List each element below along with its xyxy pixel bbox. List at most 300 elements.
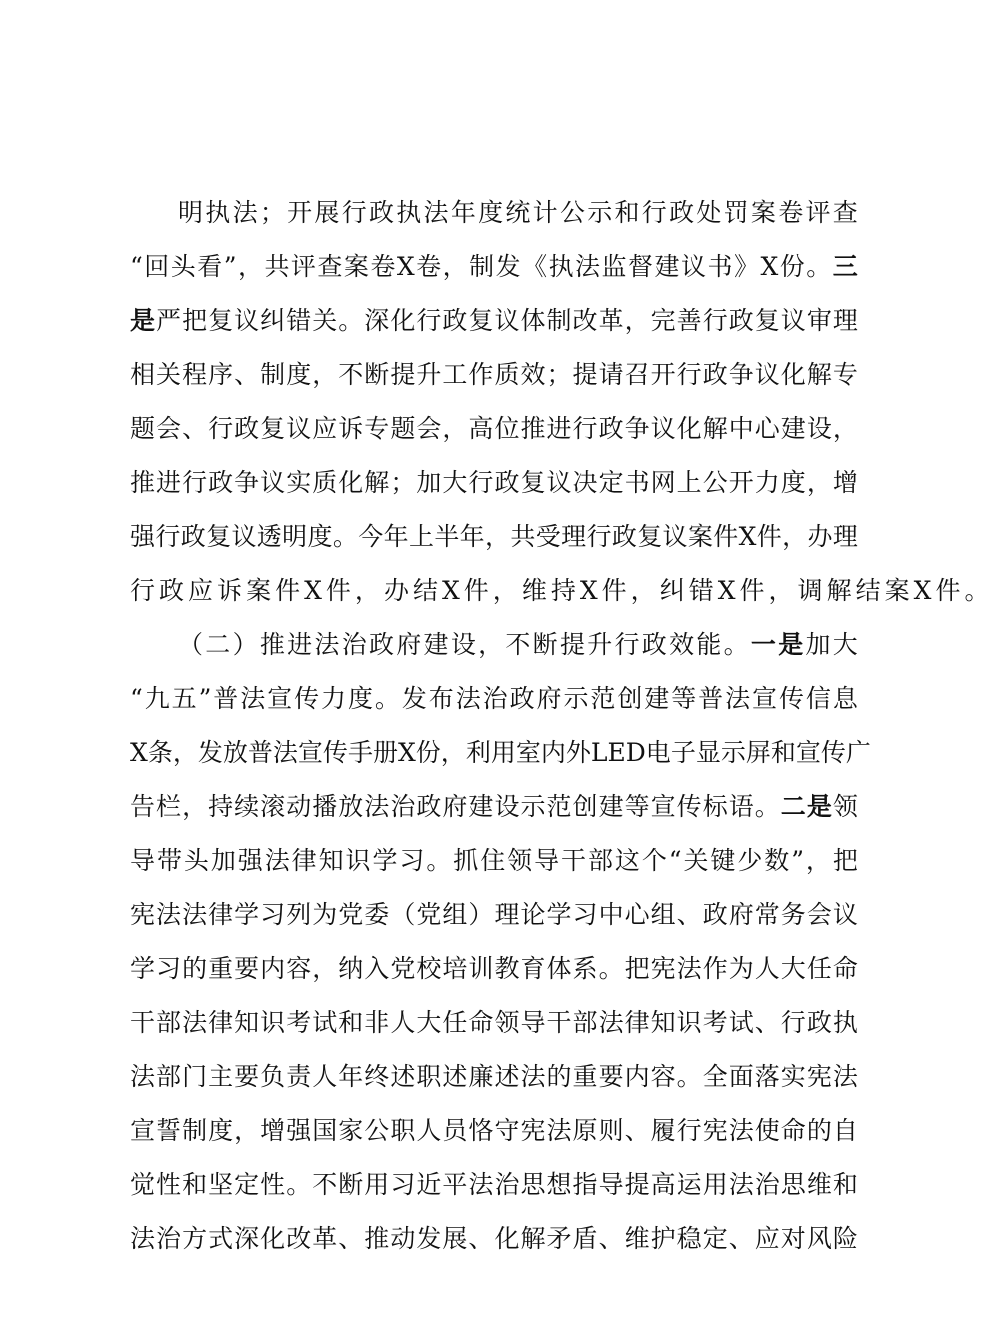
char: 审 <box>806 306 832 335</box>
char: 非 <box>364 1008 390 1037</box>
char: 政 <box>416 792 442 821</box>
char: 和 <box>614 198 640 227</box>
char: X <box>738 522 757 551</box>
char: 高 <box>468 414 494 443</box>
char: 用 <box>490 738 516 767</box>
char: 议 <box>546 468 572 497</box>
char: 持 <box>208 792 234 821</box>
char: X <box>717 576 740 605</box>
char: 誓 <box>156 1116 182 1145</box>
char: 显 <box>695 738 721 767</box>
char: 、 <box>182 414 208 443</box>
char: 命 <box>832 954 858 983</box>
text-line <box>130 564 993 618</box>
text-line <box>130 618 858 672</box>
char: 职 <box>416 1062 442 1091</box>
char: 政 <box>702 900 728 929</box>
char: 政 <box>494 468 520 497</box>
char: 行 <box>676 1116 702 1145</box>
char: 政 <box>641 630 667 659</box>
char: 件 <box>739 576 769 605</box>
char: 化 <box>338 468 364 497</box>
text-line <box>130 1050 858 1104</box>
char: 会 <box>416 414 442 443</box>
char: 习 <box>572 900 598 929</box>
char: ， <box>630 576 660 605</box>
char: 件 <box>275 576 305 605</box>
char: 革 <box>312 1224 338 1253</box>
char: 建 <box>598 792 624 821</box>
char: 结 <box>855 576 885 605</box>
char: 述 <box>390 1062 416 1091</box>
char: 学 <box>546 900 572 929</box>
char: 法 <box>725 684 751 713</box>
char: 把 <box>182 306 208 335</box>
char: 提 <box>559 630 585 659</box>
char: 册 <box>372 738 398 767</box>
char: 程 <box>182 360 208 389</box>
char: 力 <box>754 468 780 497</box>
char: 议 <box>680 252 706 281</box>
char: 领 <box>494 1008 520 1037</box>
char: 少 <box>737 846 763 875</box>
char: 卷 <box>416 252 442 281</box>
char: 度 <box>307 522 333 551</box>
char: 治 <box>390 792 416 821</box>
char: 示 <box>520 792 546 821</box>
char: E <box>607 738 626 767</box>
char: 进 <box>156 468 182 497</box>
char: 识 <box>260 1008 286 1037</box>
text-line <box>130 780 858 834</box>
char: 处 <box>696 198 722 227</box>
text-line <box>130 510 858 564</box>
char: 年 <box>459 522 485 551</box>
char: ， <box>806 468 832 497</box>
char: 法 <box>598 1008 624 1037</box>
char: 提 <box>624 1170 650 1199</box>
char: 升 <box>587 630 613 659</box>
char: 行 <box>702 306 728 335</box>
char: 为 <box>728 954 754 983</box>
char: 信 <box>805 684 831 713</box>
char: 议 <box>231 522 257 551</box>
char: 网 <box>650 468 676 497</box>
char: 部 <box>587 846 613 875</box>
char: 律 <box>208 1008 234 1037</box>
char: 解 <box>702 414 728 443</box>
char: 质 <box>312 468 338 497</box>
char: 责 <box>286 1062 312 1091</box>
char: 能 <box>696 630 722 659</box>
char: 法 <box>156 900 182 929</box>
char: 宣 <box>795 738 821 767</box>
text-line <box>130 1212 858 1266</box>
char: 。 <box>286 1170 312 1199</box>
char: 深 <box>364 306 390 335</box>
char: 解 <box>806 360 832 389</box>
char: 导 <box>130 846 156 875</box>
char: 作 <box>702 954 728 983</box>
char: 党 <box>390 954 416 983</box>
char: 滚 <box>260 792 286 821</box>
char: 守 <box>494 1116 520 1145</box>
char: ； <box>390 468 416 497</box>
char: 质 <box>494 360 520 389</box>
char: 受 <box>535 522 561 551</box>
char: 纳 <box>338 954 364 983</box>
char: 要 <box>598 1062 624 1091</box>
char: 五 <box>171 684 197 713</box>
char: 法 <box>676 954 702 983</box>
char: 和 <box>338 1008 364 1037</box>
char: 宪 <box>650 954 676 983</box>
char: ） <box>468 900 494 929</box>
char: 份 <box>415 738 441 767</box>
char: 计 <box>532 198 558 227</box>
char: 改 <box>572 306 598 335</box>
char: 负 <box>260 1062 286 1091</box>
char: 组 <box>442 900 468 929</box>
char: 宪 <box>130 900 156 929</box>
char: 法 <box>272 738 298 767</box>
char: 法 <box>240 684 266 713</box>
char: 推 <box>364 1224 390 1253</box>
char: 重 <box>572 1062 598 1091</box>
text-line <box>130 240 858 294</box>
char: 治 <box>156 1224 182 1253</box>
char: 创 <box>572 792 598 821</box>
char: 、 <box>728 1224 754 1253</box>
char: 发 <box>416 1224 442 1253</box>
char: 习 <box>399 846 425 875</box>
char: 解 <box>826 576 856 605</box>
char: 诉 <box>217 576 247 605</box>
char: 。 <box>426 846 452 875</box>
char: 的 <box>806 1116 832 1145</box>
char: “ <box>668 846 682 875</box>
char: 部 <box>156 1008 182 1037</box>
char: 提 <box>572 360 598 389</box>
char: 增 <box>260 1116 286 1145</box>
char: 人 <box>416 1116 442 1145</box>
char: 知 <box>318 846 344 875</box>
char: 宪 <box>520 1116 546 1145</box>
char: 案 <box>750 198 776 227</box>
char: 、 <box>676 900 702 929</box>
char: 法 <box>314 630 340 659</box>
char: L <box>590 738 608 767</box>
char: 争 <box>728 360 754 389</box>
char: 宣 <box>752 684 778 713</box>
char: 完 <box>650 306 676 335</box>
char: 化 <box>494 1224 520 1253</box>
char: 理 <box>494 900 520 929</box>
char: 要 <box>234 954 260 983</box>
char: 普 <box>247 738 273 767</box>
char: 识 <box>345 846 371 875</box>
char: ； <box>546 360 572 389</box>
char: 政 <box>368 630 394 659</box>
char: 盾 <box>572 1224 598 1253</box>
char: 行 <box>614 630 640 659</box>
char: 思 <box>520 1170 546 1199</box>
char: 放 <box>338 792 364 821</box>
char: 组 <box>650 900 676 929</box>
char: X <box>760 252 779 281</box>
char: 。 <box>754 792 780 821</box>
char: 行 <box>780 1008 806 1037</box>
char: 专 <box>364 414 390 443</box>
char: 息 <box>832 684 858 713</box>
char: 府 <box>536 684 562 713</box>
char: 加 <box>805 630 831 659</box>
char: 国 <box>312 1116 338 1145</box>
char: 利 <box>465 738 491 767</box>
char: 知 <box>234 1008 260 1037</box>
char: 原 <box>572 1116 598 1145</box>
char: ） <box>232 630 258 659</box>
char: 、 <box>234 360 260 389</box>
char: ， <box>624 306 650 335</box>
char: 建 <box>654 252 680 281</box>
char: 务 <box>780 900 806 929</box>
char: 大 <box>780 954 806 983</box>
char: ， <box>442 252 468 281</box>
char: 调 <box>797 576 827 605</box>
char: 干 <box>561 846 587 875</box>
char: 任 <box>442 1008 468 1037</box>
char: 力 <box>321 684 347 713</box>
char: 政 <box>442 306 468 335</box>
char: 制 <box>260 360 286 389</box>
char: 头 <box>183 846 209 875</box>
text-line <box>130 1158 858 1212</box>
char: 开 <box>287 198 313 227</box>
char: 定 <box>234 1170 260 1199</box>
char: ” <box>198 684 212 713</box>
char: 制 <box>182 1116 208 1145</box>
char: 作 <box>468 360 494 389</box>
char: 的 <box>546 1062 572 1091</box>
char: ， <box>805 846 831 875</box>
char: 行 <box>208 414 234 443</box>
char: 想 <box>546 1170 572 1199</box>
char: ， <box>172 738 198 767</box>
char: 二 <box>205 630 231 659</box>
char: 政 <box>180 522 206 551</box>
char: 试 <box>728 1008 754 1037</box>
char: 专 <box>832 360 858 389</box>
char: 。 <box>676 1062 702 1091</box>
char: 理 <box>832 522 858 551</box>
char: 度 <box>208 1116 234 1145</box>
char: 件 <box>756 522 782 551</box>
char: X <box>130 738 148 767</box>
char: 领 <box>832 792 858 821</box>
char: 治 <box>754 1170 780 1199</box>
char: 放 <box>222 738 248 767</box>
char: 法 <box>575 252 601 281</box>
text-line <box>130 888 858 942</box>
char: 方 <box>182 1224 208 1253</box>
char: 政 <box>368 198 394 227</box>
char: 共 <box>264 252 290 281</box>
char: 强 <box>237 846 263 875</box>
char: 法 <box>468 1170 494 1199</box>
char: 相 <box>130 360 156 389</box>
char: 论 <box>520 900 546 929</box>
char: 法 <box>546 1116 572 1145</box>
char: 播 <box>312 792 338 821</box>
char: 体 <box>520 306 546 335</box>
char: 习 <box>260 900 286 929</box>
char: ” <box>223 252 237 281</box>
char: ， <box>354 576 384 605</box>
char: ， <box>832 414 858 443</box>
text-line <box>130 726 871 780</box>
char: 示 <box>587 198 613 227</box>
char: 干 <box>546 1008 572 1037</box>
char: 建 <box>468 792 494 821</box>
text-line <box>130 294 858 348</box>
char: 行 <box>468 468 494 497</box>
char: ， <box>442 414 468 443</box>
char: 不 <box>338 360 364 389</box>
char: 断 <box>338 1170 364 1199</box>
char: 改 <box>286 1224 312 1253</box>
char: ， <box>485 522 511 551</box>
char: 领 <box>507 846 533 875</box>
char: 、 <box>624 1116 650 1145</box>
char: 深 <box>234 1224 260 1253</box>
char: 展 <box>442 1224 468 1253</box>
char: 学 <box>130 954 156 983</box>
char: 议 <box>286 414 312 443</box>
char: 普 <box>698 684 724 713</box>
char: 行 <box>155 522 181 551</box>
char: ； <box>259 198 285 227</box>
bold-char: 二 <box>780 792 806 821</box>
char: 案 <box>246 576 276 605</box>
char: X <box>396 252 415 281</box>
char: 这 <box>614 846 640 875</box>
text-line <box>130 672 858 726</box>
char: 用 <box>364 1170 390 1199</box>
char: 面 <box>728 1062 754 1091</box>
char: 效 <box>520 360 546 389</box>
char: 卷 <box>370 252 396 281</box>
char: 位 <box>494 414 520 443</box>
bold-char: 是 <box>806 792 832 821</box>
char: ， <box>234 1116 260 1145</box>
char: 维 <box>806 1170 832 1199</box>
char: 抓 <box>453 846 479 875</box>
char: 、 <box>754 1008 780 1037</box>
char: 习 <box>156 954 182 983</box>
char: 考 <box>286 1008 312 1037</box>
bold-char: 是 <box>130 306 156 335</box>
char: 府 <box>396 630 422 659</box>
char: 键 <box>710 846 736 875</box>
char: 平 <box>442 1170 468 1199</box>
char: 中 <box>728 414 754 443</box>
char: 矛 <box>546 1224 572 1253</box>
char: 容 <box>286 954 312 983</box>
char: 应 <box>188 576 218 605</box>
bold-char: 是 <box>778 630 804 659</box>
char: 创 <box>617 684 643 713</box>
char: 治 <box>482 684 508 713</box>
char: 行 <box>416 306 442 335</box>
char: X <box>304 576 326 605</box>
char: 示 <box>720 738 746 767</box>
char: 、 <box>468 1224 494 1253</box>
char: 大 <box>832 630 858 659</box>
char: 手 <box>347 738 373 767</box>
char: 维 <box>521 576 551 605</box>
char: 件 <box>935 576 965 605</box>
text-line <box>130 348 858 402</box>
char: 法 <box>232 198 258 227</box>
char: 份 <box>779 252 805 281</box>
char: 政 <box>728 306 754 335</box>
char: 人 <box>312 1062 338 1091</box>
char: 决 <box>572 468 598 497</box>
char: 议 <box>662 522 688 551</box>
char: ， <box>440 738 466 767</box>
char: 府 <box>442 792 468 821</box>
char: 律 <box>624 1008 650 1037</box>
char: 、 <box>598 1224 624 1253</box>
char: 心 <box>754 414 780 443</box>
char: 。 <box>374 684 400 713</box>
char: 共 <box>510 522 536 551</box>
char: 体 <box>546 954 572 983</box>
char: 复 <box>260 414 286 443</box>
char: 学 <box>372 846 398 875</box>
char: 学 <box>234 900 260 929</box>
char: 导 <box>534 846 560 875</box>
char: 设 <box>806 414 832 443</box>
char: 中 <box>598 900 624 929</box>
char: 广 <box>845 738 871 767</box>
char: 公 <box>702 468 728 497</box>
char: （ <box>390 900 416 929</box>
char: 案 <box>884 576 914 605</box>
char: 人 <box>754 954 780 983</box>
char: 理 <box>832 306 858 335</box>
char: 思 <box>780 1170 806 1199</box>
char: 落 <box>754 1062 780 1091</box>
char: 重 <box>208 954 234 983</box>
char: 持 <box>550 576 580 605</box>
char: 定 <box>598 468 624 497</box>
char: 提 <box>390 360 416 389</box>
char: 考 <box>702 1008 728 1037</box>
char: 告 <box>130 792 156 821</box>
char: 述 <box>494 1062 520 1091</box>
char: 争 <box>234 468 260 497</box>
char: 险 <box>832 1224 858 1253</box>
char: 电 <box>645 738 671 767</box>
char: 复 <box>206 522 232 551</box>
char: 诉 <box>338 414 364 443</box>
char: 全 <box>702 1062 728 1091</box>
char: 卷 <box>778 198 804 227</box>
char: 明 <box>178 198 204 227</box>
char: 监 <box>601 252 627 281</box>
